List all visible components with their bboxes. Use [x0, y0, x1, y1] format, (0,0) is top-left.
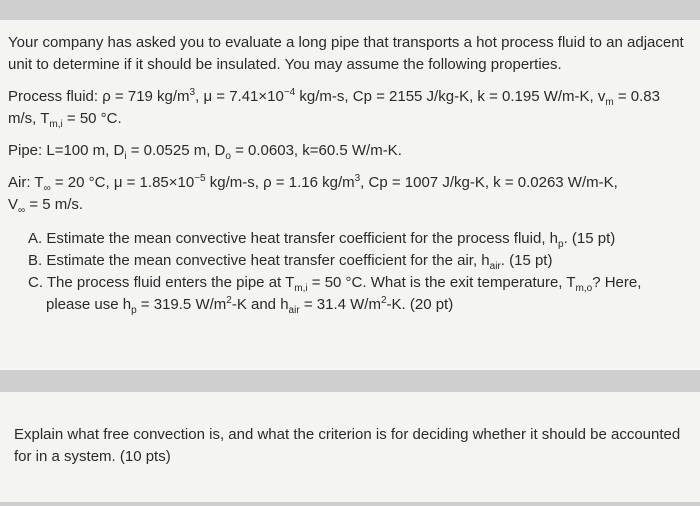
free-convection-question: Explain what free convection is, and what the criterion is for deciding whether it should be accounted for in a system. (10 pts) — [14, 426, 681, 465]
question-a: A. Estimate the mean convective heat transfer coefficient for the process fluid, $h_p$. (15 pt) — [28, 230, 616, 250]
question-c-continued: please use $h_p = 319.5$ $W/m^2-K$ and $h_{air} = 31.4$ $W/m^2-K$. (20 pt) — [46, 295, 454, 316]
free-convection-card — [0, 392, 700, 502]
problem-card — [0, 20, 700, 370]
air-properties: Air: $T_\infty = 20$ °C, $\mu = 1.85\times 10^{-5}$ kg/m-s, ρ = 1.16 $kg/m^3$, Cp = 1007 J/kg-K, k = 0.0263 W/m-K, $V_\infty = 5$ m/s. — [8, 173, 618, 216]
process-fluid-label: Process fluid: — [8, 88, 99, 105]
intro-text: Your company has asked you to evaluate a long pipe that transports a hot process fluid to an adjacent unit to determine if it should be insulated. You may assume the following properties. — [8, 34, 684, 73]
question-b: B. Estimate the mean convective heat transfer coefficient for the air, $h_{air}$. (15 pt) — [28, 252, 553, 272]
question-c: C. The process fluid enters the pipe at $T_{m,i} = 50$ °C. What is the exit temperature, $T_{m,o}$? Here, — [28, 274, 642, 294]
process-fluid-properties: Process fluid: ρ = 719 $kg/m^3$, $\mu = 7.41\times 10^{-4}$ kg/m-s, Cp = 2155 J/kg-K, k = 0.195 W/m-K, $v_m = 0.83$ m/s, $T_{m,i} = 50$ °C. — [8, 87, 660, 130]
question-list — [8, 228, 692, 316]
pipe-properties: Pipe: L=100 m, $D_i = 0.0525$ m, $D_o = 0.0603$, k=60.5 W/m-K. — [8, 142, 402, 162]
